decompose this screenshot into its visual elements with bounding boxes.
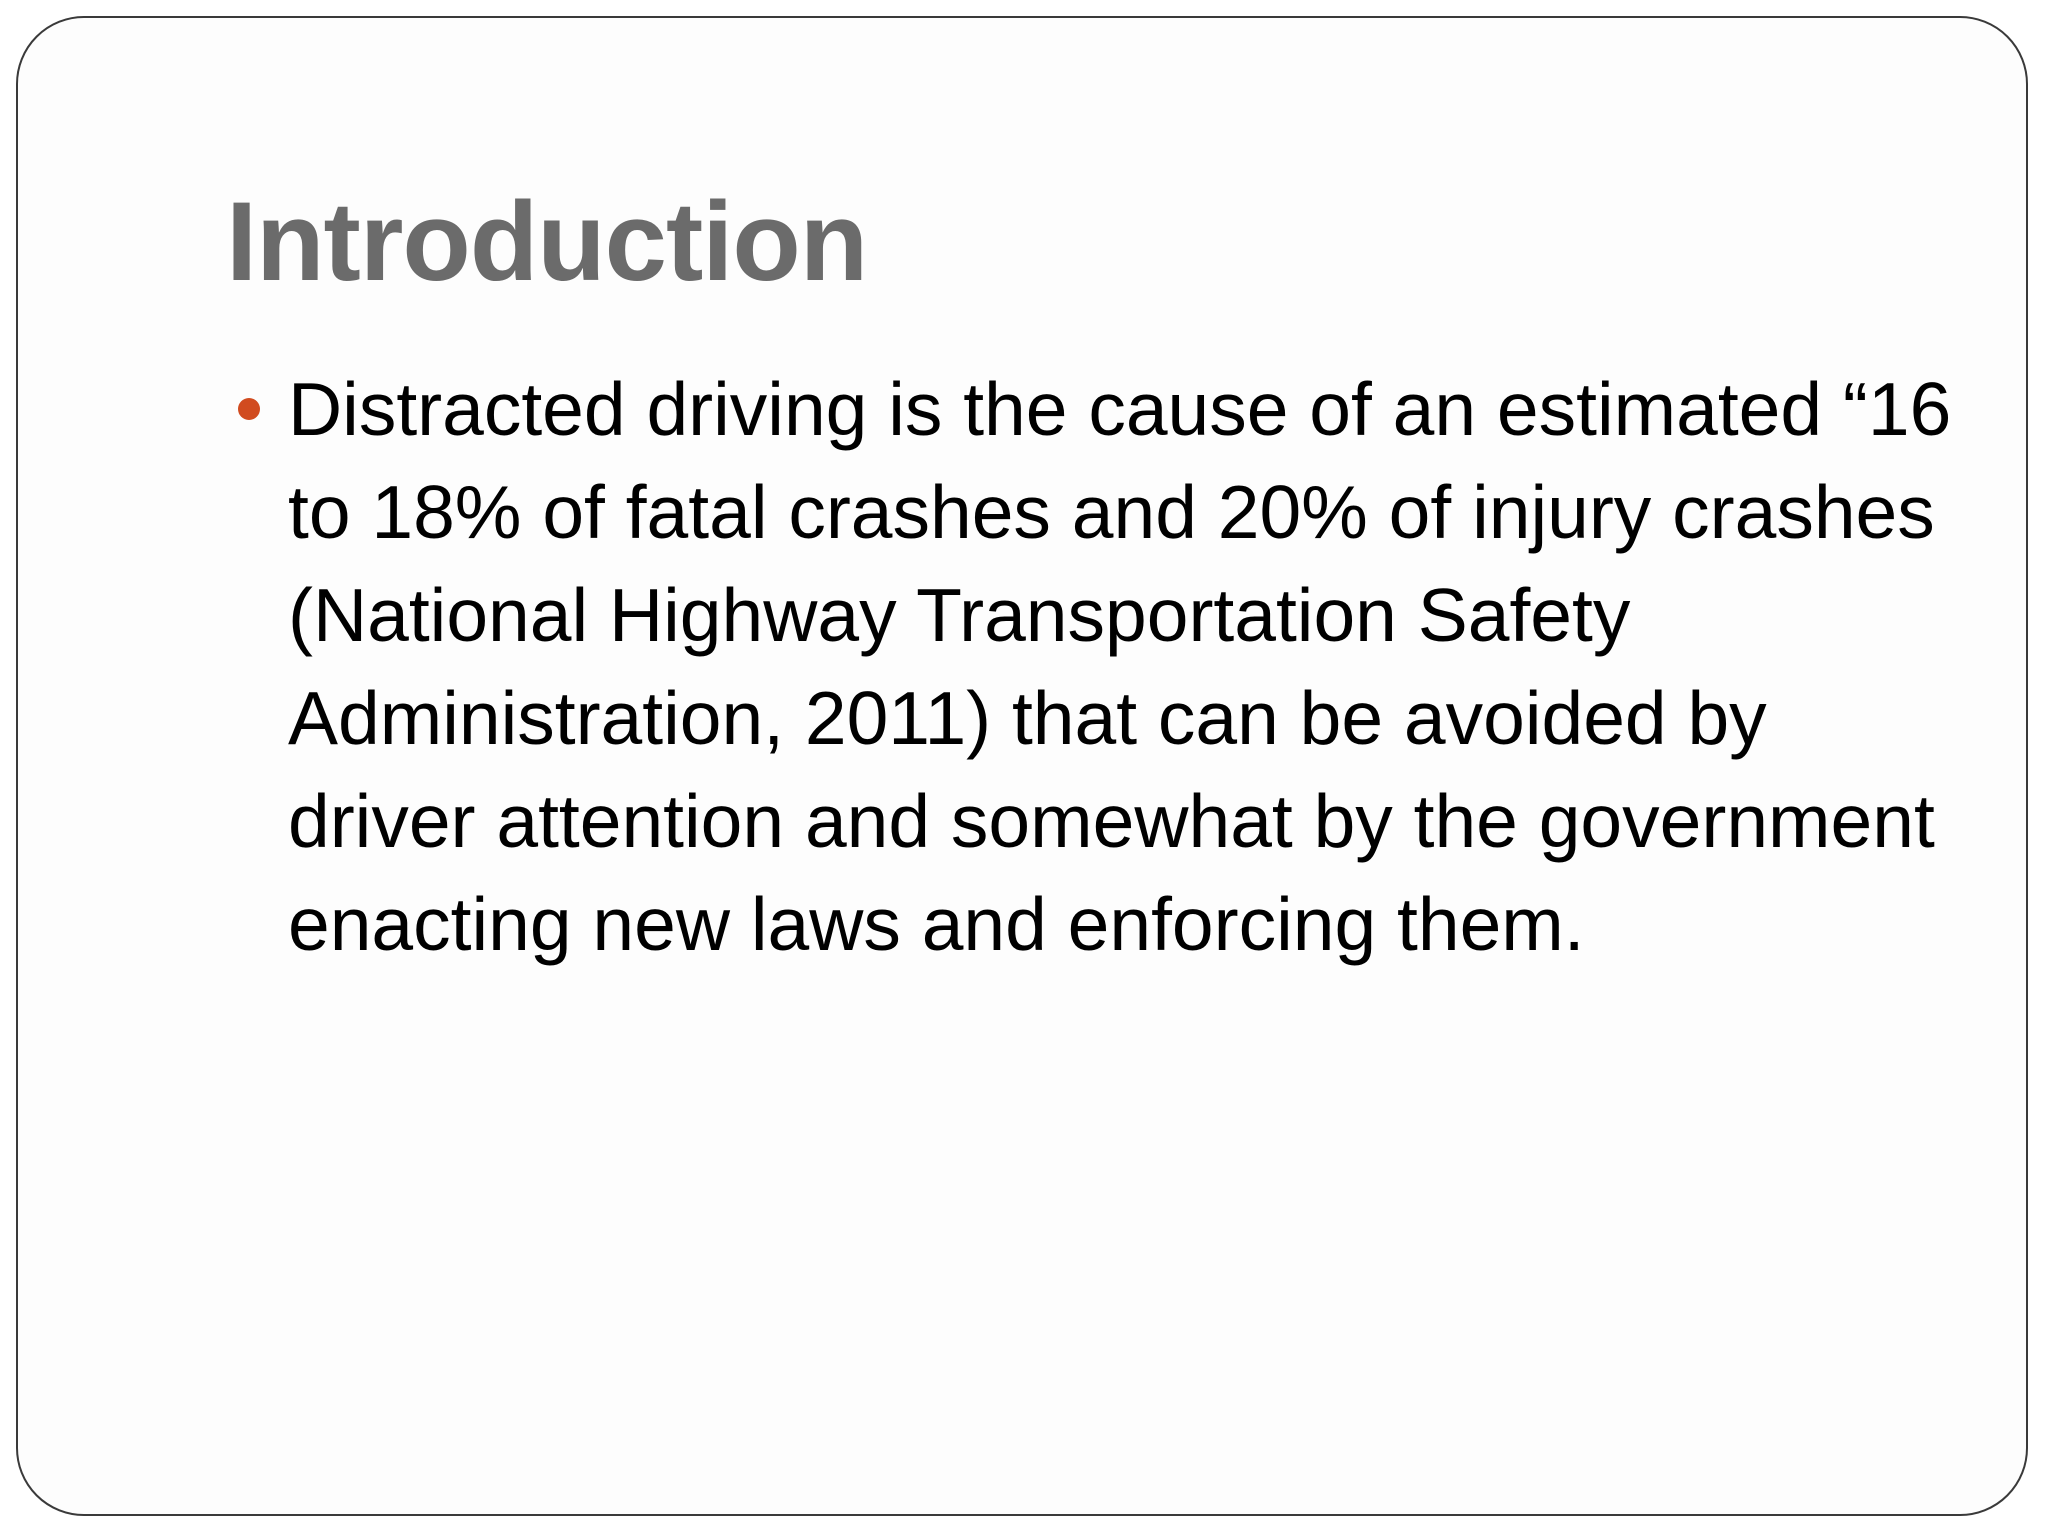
bullet-item [226,358,1966,976]
bullet-list [226,358,1966,976]
bullet-text: Distracted driving is the cause of an estimated “16 to 18% of fatal crashes and 20% of injury crashes (National Highway Transportation Safety Administration, 2011) that can be avoided by driver attention and somewhat by the government enacting new laws and enforcing them. [288,367,1952,966]
slide-title: Introduction [226,179,868,304]
slide [16,16,2028,1516]
bullet-marker-icon [238,398,260,420]
